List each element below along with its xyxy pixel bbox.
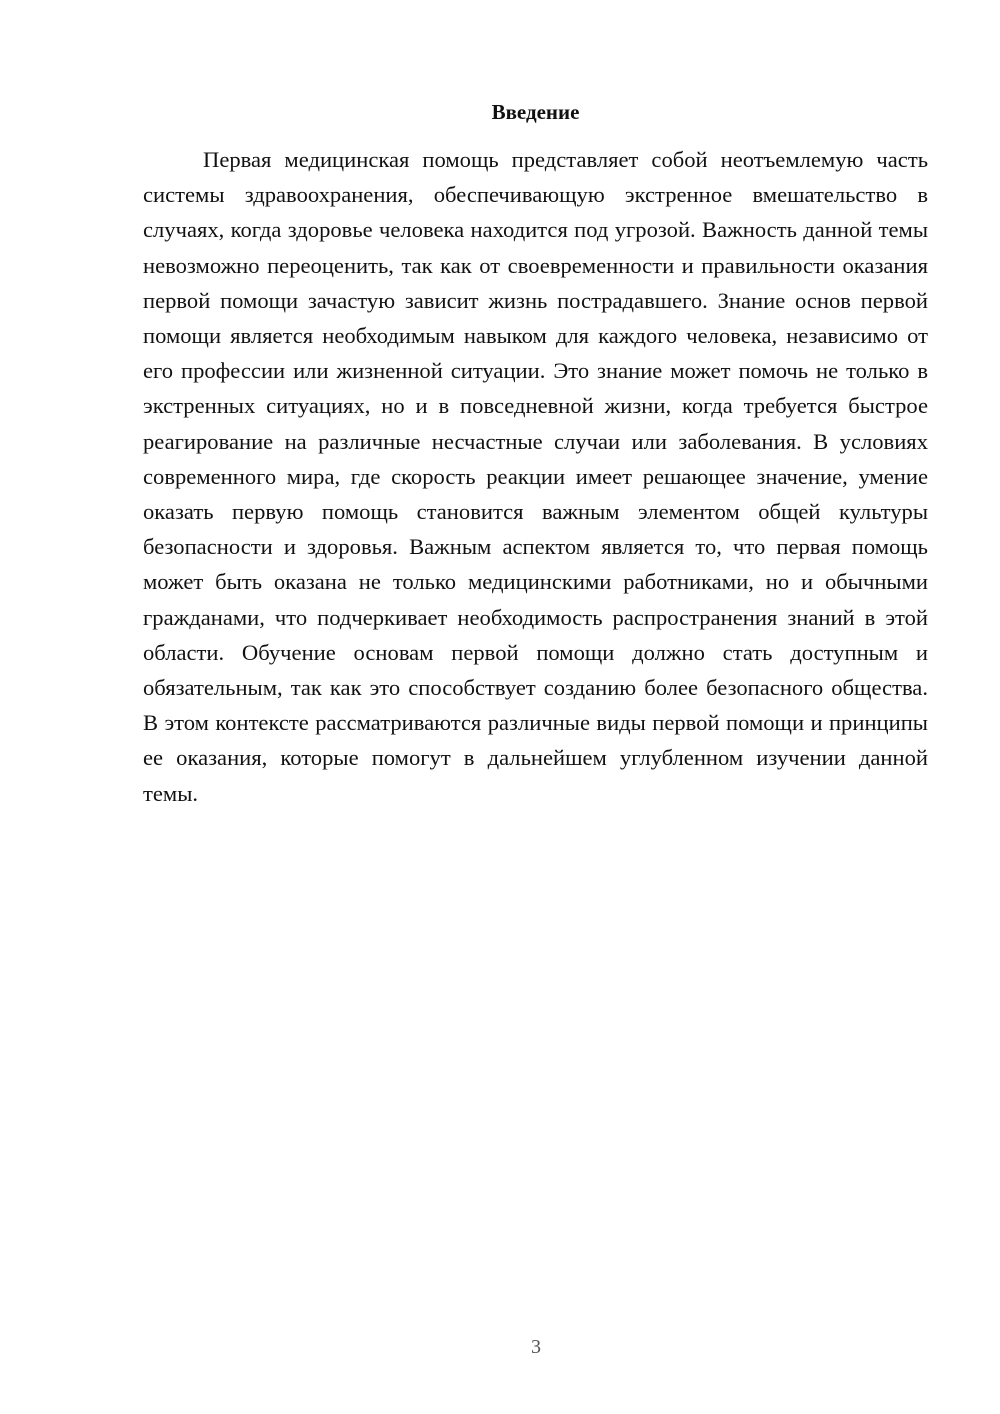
body-paragraph: Первая медицинская помощь представляет собой неотъемлемую часть системы здравоохранения, обеспечивающую экстренное вмешательство в случаях, когда здоровье человека находится под угрозой. Важность данной темы невозможно переоценить, так как от своевременности и правильности оказания первой помощи зачастую зависит жизнь пострадавшего. Знание основ первой помощи является необходимым навыком для каждого человека, независимо от его профессии или жизненной ситуации. Это знание может помочь не только в экстренных ситуациях, но и в повседневной жизни, когда требуется быстрое реагирование на различные несчастные случаи или заболевания. В условиях современного мира, где скорость реакции имеет решающее значение, умение оказать первую помощь становится важным элементом общей культуры безопасности и здоровья. Важным аспектом является то, что первая помощь может быть оказана не только медицинскими работниками, но и обычными гражданами, что подчеркивает необходимость распространения знаний в этой области. Обучение основам первой помощи должно стать доступным и обязательным, так как это способствует созданию более безопасного общества. В этом контексте рассматриваются различные виды первой помощи и принципы ее оказания, которые помогут в дальнейшем углубленном изучении данной темы.: [143, 147, 928, 806]
page-number: 3: [531, 1336, 541, 1358]
section-title: Введение: [491, 100, 580, 124]
